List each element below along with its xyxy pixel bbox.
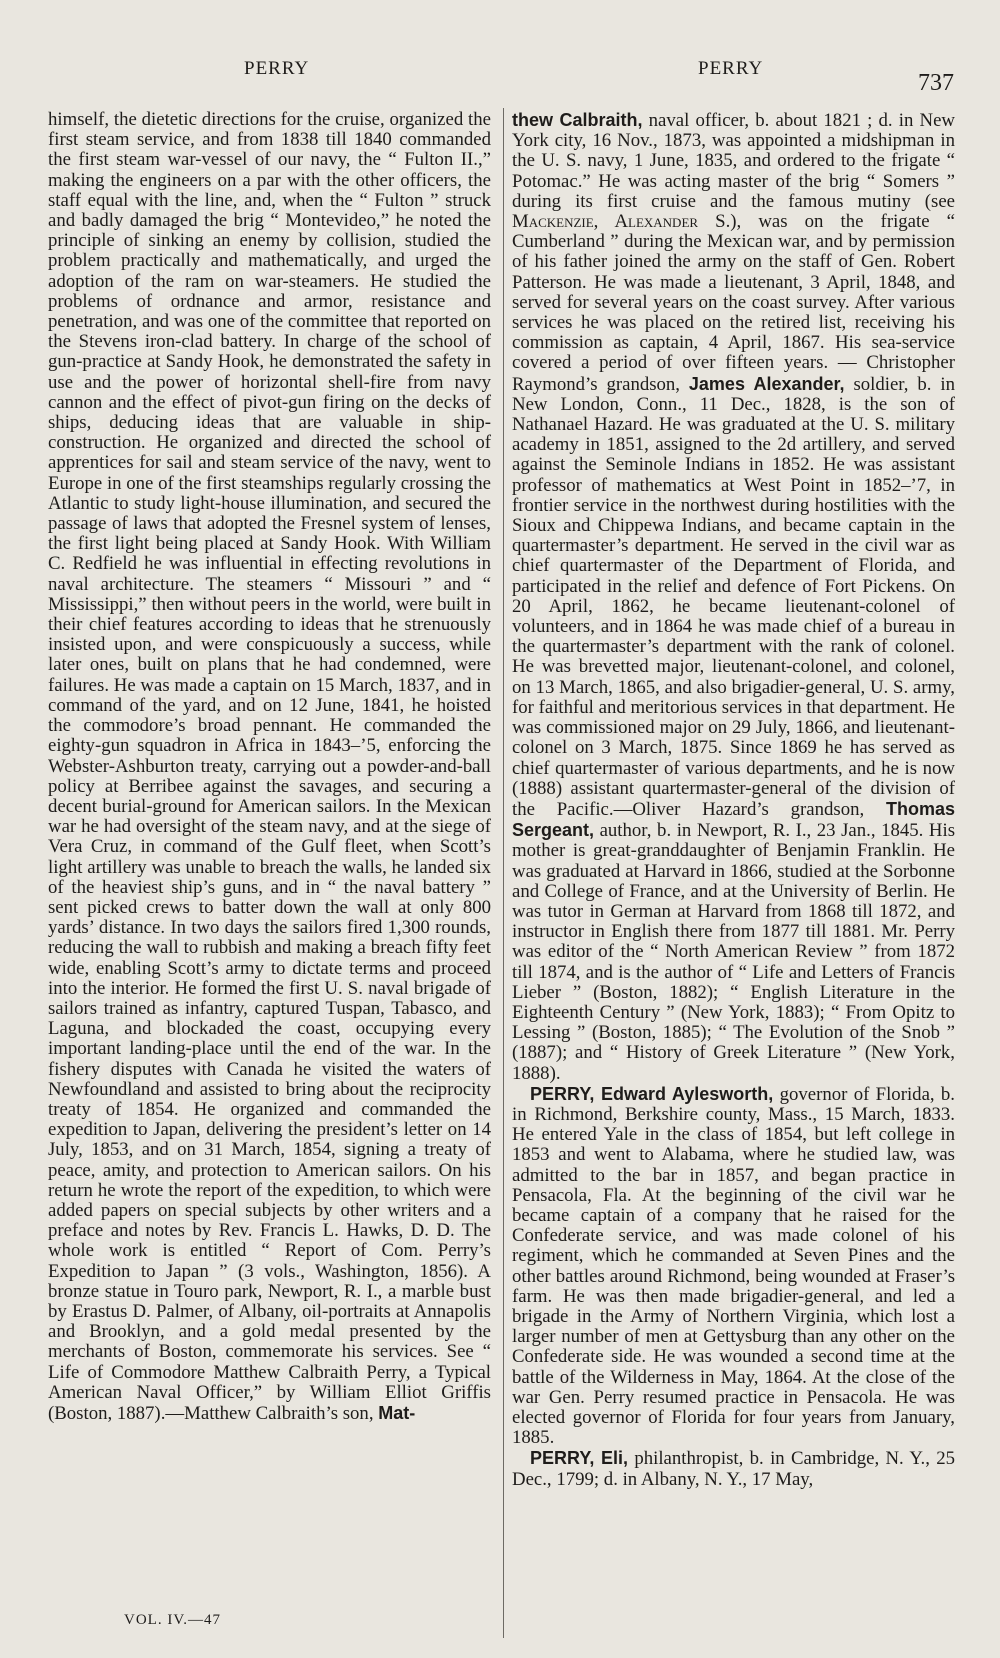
- entry-name-eli: PERRY, Eli,: [530, 1448, 628, 1469]
- entry-matthew-continued: [512, 110, 955, 1084]
- entry-name-james: James Alexander,: [688, 373, 845, 394]
- entry-name-matthew: thew Calbraith,: [512, 110, 643, 130]
- entry-edward: [512, 1084, 955, 1449]
- entry-text-thomas: author, b. in Newport, R. I., 23 Jan., 1845. His mother is great-granddaughter of Benjamin Franklin. He was graduated at Harvard in 1866, studied at the Sorbonne and College of France, and at the University of Berlin. He was tutor in German at Harvard from 1868 till 1872, and instructor in English there from 1877 till 1881. Mr. Perry was editor of the “ North American Review ” from 1872 till 1874, and is the author of “ Life and Letters of Francis Lieber ” (Boston, 1882); “ English Literature in the Eighteenth Century ” (New York, 1883); “ From Opitz to Lessing ” (Boston, 1885); “ The Evolution of the Snob ” (1887); and “ History of Greek Literature ” (New York, 1888).: [512, 820, 955, 1084]
- entry-name-thomas: Thomas Sergeant,: [512, 798, 955, 841]
- left-column-text: himself, the dietetic directions for the cruise, organized the first steam service, and from 1838 till 1840 commanded the first steam war-vessel of our navy, the “ Fulton II.,” making the engineers on a par with the other officers, the staff equal with the line, and, when the “ Fulton ” struck and badly damaged the brig “ Montevideo,” he noted the principle of sinking an enemy by collision, studied the problem practically and mathematically, and urged the adoption of the ram on war-steamers. He studied the problems of ordnance and armor, resistance and penetration, and was one of the committee that reported on the Stevens iron-clad battery. In charge of the school of gun-practice at Sandy Hook, he demonstrated the safety in use and the power of horizontal shell-fire from navy cannon and the effect of pivot-gun firing on the decks of ships, deducing ideas that are valuable in ship-construction. He organized and directed the school of apprentices for sail and steam service of the navy, went to Europe in one of the first steamships regularly crossing the Atlantic to study light-house illumination, and secured the passage of laws that adopted the Fresnel system of lenses, the first light being placed at Sandy Hook. With William C. Redfield he was influential in effecting revolutions in naval architecture. The steamers “ Missouri ” and “ Mississippi,” then without peers in the world, were built in their chief features according to ideas that he strenuously insisted upon, and were conspicuously a success, while later ones, built on plans that he had condemned, were failures. He was made a captain on 15 March, 1837, and in command of the yard, and on 12 June, 1841, he hoisted the commodore’s broad pennant. He commanded the eighty-gun squadron in Africa in 1843–’5, enforcing the Webster-Ashburton treaty, carrying out a powder-and-ball policy at Berribee against the savages, and securing a decent burial-ground for American sailors. In the Mexican war he had oversight of the steam navy, and at the siege of Vera Cruz, in command of the Gulf fleet, when Scott’s light artillery was unable to breach the walls, he landed six of the heaviest ship’s guns, and in “ the naval battery ” sent picked crews to batter down the wall at only 800 yards’ distance. In two days the sailors fired 1,300 rounds, reducing the wall to rubbish and making a breach fifty feet wide, enabling Scott’s army to dictate terms and proceed into the interior. He formed the first U. S. naval brigade of sailors trained as infantry, captured Tuspan, Tabasco, and Laguna, and blockaded the coast, occupying every important landing-place until the end of the war. In the fishery disputes with Canada he visited the waters of Newfoundland and assisted to bring about the reciprocity treaty of 1854. He organized and commanded the expedition to Japan, delivering the president’s letter on 14 July, 1853, and on 31 March, 1854, signing a treaty of peace, amity, and protection to American sailors. On his return he wrote the report of the expedition, to which were added papers on special subjects by other writers and a preface and notes by Rev. Francis L. Hawks, D. D. The whole work is entitled “ Report of Com. Perry’s Expedition to Japan ” (3 vols., Washington, 1856). A bronze statue in Touro park, Newport, R. I., a marble bust by Erastus D. Palmer, of Albany, oil-portraits at Annapolis and Brooklyn, and a gold medal presented by the merchants of Boston, commemorate his services. See “ Life of Commodore Matthew Calbraith Perry, a Typical American Naval Officer,” by William Elliot Griffis (Boston, 1887).—Matthew Calbraith’s son,: [48, 109, 491, 1424]
- column-divider: [503, 108, 504, 1638]
- entry-text-eli: philanthropist, b. in Cambridge, N. Y., 25 Dec., 1799; d. in Albany, N. Y., 17 May,: [512, 1448, 955, 1490]
- entry-text-matthew: naval officer, b. about 1821 ; d. in New York city, 16 Nov., 1873, was appointed a midshipman in the U. S. navy, 1 June, 1835, and ordered to the frigate “ Potomac.” He was acting master of the brig “ Somers ” during its first cruise and the famous mutiny (see: [512, 110, 956, 212]
- running-head-left: PERRY: [244, 58, 310, 79]
- entry-text-james: soldier, b. in New London, Conn., 11 Dec., 1828, is the son of Nathanael Hazard. He was graduated at the U. S. military academy in 1851, assigned to the 2d artillery, and served against the Seminole Indians in 1852. He was assistant professor of mathematics at West Point in 1852–’7, in frontier service in the northwest during hostilities with the Sioux and Chippewa Indians, and became captain in the quartermaster’s department. He served in the civil war as chief quartermaster of the Department of Florida, and participated in the relief and defence of Fort Pickens. On 20 April, 1862, he became lieutenant-colonel of volunteers, and in 1864 he was made chief of a bureau in the quartermaster’s department with the rank of colonel. He was brevetted major, lieutenant-colonel, and colonel, on 13 March, 1865, and also brigadier-general, U. S. army, for faithful and meritorious services in that department. He was commissioned major on 29 July, 1866, and lieutenant-colonel on 3 March, 1875. Since 1869 he has served as chief quartermaster of various departments, and he is now (1888) assistant quartermaster-general of the division of the Pacific.—Oliver Hazard’s grandson,: [512, 373, 955, 820]
- cross-reference: Mackenzie, Alexander: [512, 211, 699, 233]
- left-column-paragraph: [48, 110, 491, 1424]
- entry-name-matthew-start: Mat-: [378, 1403, 416, 1423]
- entry-text-matthew-2: S.), was on the frigate “ Cumberland ” during the Mexican war, and by permission of his father joined the army on the staff of Gen. Robert Patterson. He was made a lieutenant, 3 April, 1848, and served for several years on the coast survey. After various services he was placed on the retired list, receiving his commission as captain, 4 April, 1867. His sea-service covered a period of over fifteen years. — Christopher Raymond’s grandson,: [512, 211, 955, 395]
- left-column: [48, 110, 491, 1424]
- entry-eli: [512, 1448, 955, 1489]
- running-head-right: PERRY: [698, 58, 764, 79]
- page-number: 737: [918, 70, 954, 96]
- entry-text-edward: governor of Florida, b. in Richmond, Berkshire county, Mass., 15 March, 1833. He entered Yale in the class of 1854, but left college in 1853 and went to Alabama, where he studied law, was admitted to the bar in 1857, and began practice in Pensacola, Fla. At the beginning of the civil war he became captain of a company that he raised for the Confederate service, and was made colonel of his regiment, which he commanded at Seven Pines and the other battles around Richmond, being wounded at Fraser’s farm. He was then made brigadier-general, and led a brigade in the Army of Northern Virginia, which lost a larger number of men at Gettysburg than any other on the Confederate side. He was wounded a second time at the battle of the Wilderness in May, 1864. At the close of the war Gen. Perry resumed practice in Pensacola. He was elected governor of Florida for four years from January, 1885.: [512, 1083, 955, 1449]
- right-column: [512, 110, 955, 1490]
- entry-name-edward: PERRY, Edward Aylesworth,: [530, 1083, 774, 1104]
- volume-signature: VOL. IV.—47: [124, 1612, 221, 1628]
